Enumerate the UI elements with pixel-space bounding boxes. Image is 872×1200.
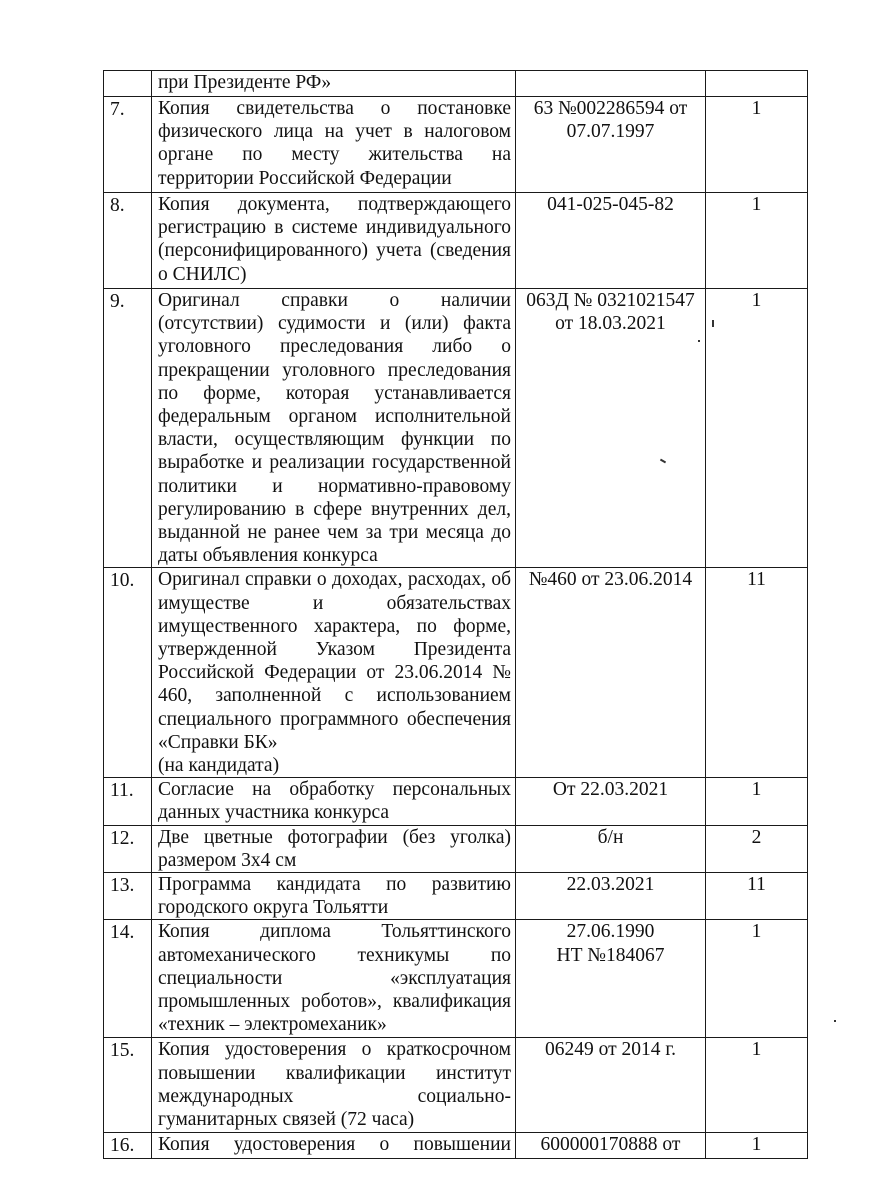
document-requisites: 041-025-045-82 bbox=[547, 194, 674, 215]
row-number: 13. bbox=[104, 873, 152, 920]
document-name: Копия удостоверения о повышении bbox=[158, 1134, 511, 1156]
table-row bbox=[104, 778, 808, 825]
document-requisites: 06249 от 2014 г. bbox=[544, 1039, 677, 1061]
page-count: 1 bbox=[706, 289, 808, 568]
document-requisites: 22.03.2021 bbox=[566, 874, 655, 896]
document-requisites: 63 №002286594 от 07.07.1997 bbox=[533, 98, 688, 143]
document-requisites: 27.06.1990 НТ №184067 bbox=[556, 921, 665, 966]
table-row bbox=[104, 920, 808, 1038]
table-row bbox=[104, 873, 808, 920]
table-row bbox=[104, 193, 808, 289]
table-row bbox=[104, 1133, 808, 1159]
document-name: Программа кандидата по развитию городского округа Тольятти bbox=[158, 874, 511, 919]
document-name: Оригинал справки о доходах, расходах, об имуществе и обязательствах имущественного характера, по форме, утвержденной Указом Президента Российской Федерации от 23.06.2014 № 460, заполненной с использованием специального программного обеспечения «Справки БК» (на кандидата) bbox=[158, 569, 511, 777]
table-row bbox=[104, 1038, 808, 1133]
page-count: 1 bbox=[706, 193, 808, 289]
page-count bbox=[706, 71, 808, 97]
row-number: 8. bbox=[104, 193, 152, 289]
document-name: при Президенте РФ» bbox=[158, 72, 332, 93]
document-name: Копия свидетельства о постановке физического лица на учет в налоговом органе по месту жительства на территории Российской Федерации bbox=[158, 98, 511, 189]
row-number: 7. bbox=[104, 97, 152, 193]
scan-speck bbox=[712, 320, 714, 327]
page-count: 1 bbox=[706, 97, 808, 193]
row-number: 10. bbox=[104, 568, 152, 778]
page-count: 11 bbox=[706, 568, 808, 778]
page-count: 11 bbox=[706, 873, 808, 920]
page-count: 1 bbox=[706, 778, 808, 825]
row-number: 14. bbox=[104, 920, 152, 1038]
document-requisites: №460 от 23.06.2014 bbox=[528, 569, 693, 591]
scan-speck bbox=[698, 340, 700, 342]
row-number: 16. bbox=[104, 1133, 152, 1159]
document-requisites: От 22.03.2021 bbox=[552, 779, 669, 801]
document-name: Две цветные фотографии (без уголка) размером 3х4 см bbox=[158, 826, 511, 871]
document-name: Согласие на обработку персональных данных участника конкурса bbox=[158, 779, 511, 824]
row-number: 15. bbox=[104, 1038, 152, 1133]
row-number: 12. bbox=[104, 825, 152, 872]
document-requisites: б/н bbox=[597, 826, 624, 848]
table-row bbox=[104, 71, 808, 97]
row-number bbox=[104, 71, 152, 97]
page-count: 2 bbox=[706, 825, 808, 872]
table-row bbox=[104, 825, 808, 872]
table-row bbox=[104, 97, 808, 193]
page-count: 1 bbox=[706, 920, 808, 1038]
table-row bbox=[104, 568, 808, 778]
page-count: 1 bbox=[706, 1133, 808, 1159]
document-name: Копия документа, подтверждающего регистрацию в системе индивидуального (персонифицированного) учета (сведения о СНИЛС) bbox=[158, 194, 511, 285]
page-count: 1 bbox=[706, 1038, 808, 1133]
row-number: 9. bbox=[104, 289, 152, 568]
row-number: 11. bbox=[104, 778, 152, 825]
document-requisites: 600000170888 от bbox=[540, 1134, 681, 1156]
document-name: Копия удостоверения о краткосрочном повышении квалификации институт международных социально-гуманитарных связей (72 часа) bbox=[158, 1039, 511, 1131]
document-requisites: 063Д № 0321021547 от 18.03.2021 bbox=[526, 290, 695, 335]
documents-table bbox=[103, 70, 808, 1159]
table-row bbox=[104, 289, 808, 568]
document-name: Копия диплома Тольяттинского автомеханического техникумы по специальности «эксплуатация промышленных роботов», квалификация «техник – электромеханик» bbox=[158, 921, 511, 1036]
scan-speck bbox=[834, 1020, 836, 1022]
document-name: Оригинал справки о наличии (отсутствии) судимости и (или) факта уголовного преследования либо о прекращении уголовного преследования по форме, которая устанавливается федеральным органом исполнительной власти, осуществляющим функции по выработке и реализации государственной политики и нормативно-правовому регулированию в сфере внутренних дел, выданной не ранее чем за три месяца до даты объявления конкурса bbox=[158, 290, 511, 567]
